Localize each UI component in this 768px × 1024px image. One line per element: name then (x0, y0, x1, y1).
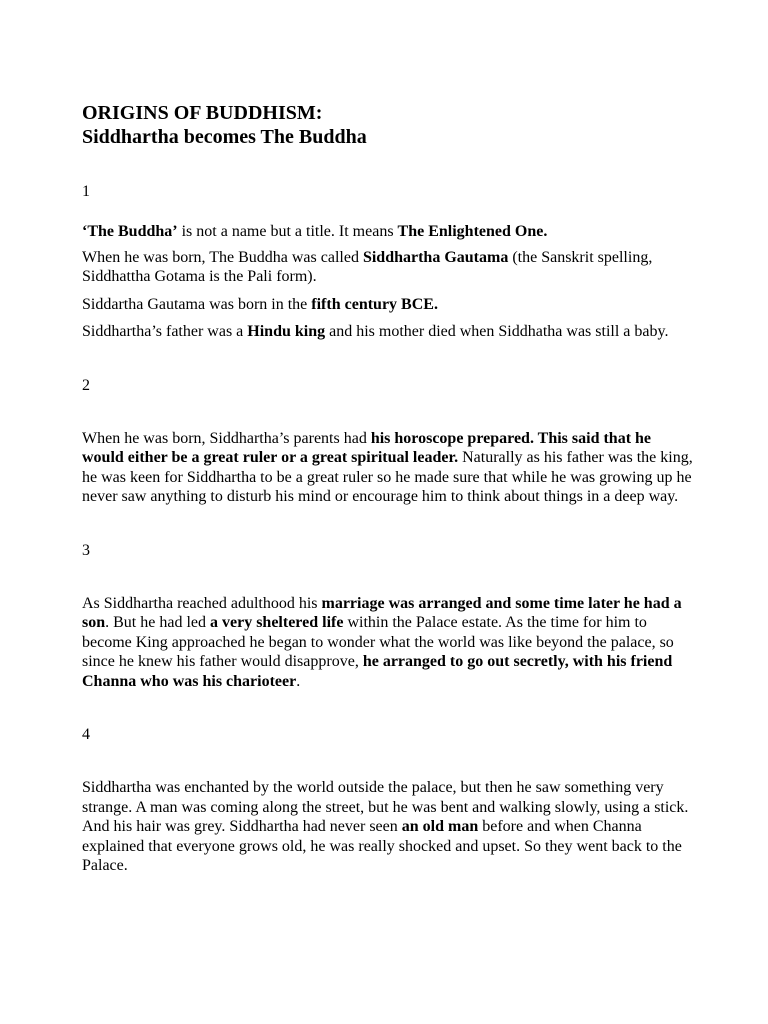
paragraph (82, 322, 694, 342)
text-run: and his mother died when Siddhatha was still a baby. (325, 323, 669, 340)
text-run: Siddhartha was enchanted by the world outside the palace, but then he saw something very strange. A man was coming along the street, but he was bent and walking slowly, using a stick. And his hair was grey. Siddhartha had never seen (82, 779, 689, 835)
text-run: When he was born, Siddhartha’s parents had (82, 429, 371, 447)
section-2 (82, 376, 694, 507)
section-number: 1 (82, 183, 90, 200)
text-bold: fifth century BCE. (311, 295, 438, 313)
text-run: within the Palace estate. As the time for him to become King approached he began to wonder what the world was like beyond the palace, so since he knew his father would disapprove, (82, 614, 674, 670)
paragraph (82, 295, 694, 315)
text-run: (the Sanskrit spelling, Siddhattha Gotama is the Pali form). (82, 248, 653, 285)
text-bold: Siddhartha Gautama (362, 248, 509, 266)
text-run: is not a name but a title. It means (177, 223, 398, 240)
document-page (82, 101, 694, 876)
text-bold: a very sheltered life (210, 614, 344, 631)
text-bold: his horoscope prepared. This said that he would either be a great ruler or a great spiritual leader. (82, 429, 652, 466)
document-title (82, 101, 694, 149)
section-number: 4 (82, 726, 90, 743)
paragraph (82, 248, 694, 287)
text-bold: The Enlightened One. (397, 223, 548, 240)
paragraph (82, 594, 694, 692)
title-line-2: Siddhartha becomes The Buddha (82, 126, 367, 148)
text-run: Siddartha Gautama was born in the (82, 295, 312, 313)
text-run: When he was born, The Buddha was called (82, 248, 363, 266)
text-bold: marriage was arranged and some time later he had a son (82, 594, 682, 631)
section-1 (82, 182, 694, 342)
section-number: 2 (82, 376, 90, 394)
text-run: As Siddhartha reached adulthood his (82, 594, 322, 612)
text-bold: an old man (401, 818, 479, 835)
text-bold: ‘The Buddha’ (82, 223, 178, 240)
title-line-1: ORIGINS OF BUDDHISM: (82, 102, 323, 124)
text-bold: Hindu king (247, 323, 326, 340)
paragraph (82, 222, 694, 242)
text-run: Siddhartha’s father was a (82, 323, 248, 340)
section-3 (82, 541, 694, 692)
text-run: . (296, 672, 301, 690)
text-run: . But he had led (105, 614, 210, 631)
paragraph (82, 429, 694, 507)
text-run: Naturally as his father was the king, he was keen for Siddhartha to be a great ruler so he made sure that while he was growing up he never saw anything to disturb his mind or encourage him to think about things in a deep way. (82, 449, 693, 505)
section-4 (82, 725, 694, 876)
text-run: before and when Channa explained that everyone grows old, he was really shocked and upset. So they went back to the Palace. (82, 818, 682, 874)
section-number: 3 (82, 541, 90, 559)
text-bold: he arranged to go out secretly, with his friend Channa who was his charioteer (82, 653, 673, 690)
paragraph (82, 778, 694, 876)
